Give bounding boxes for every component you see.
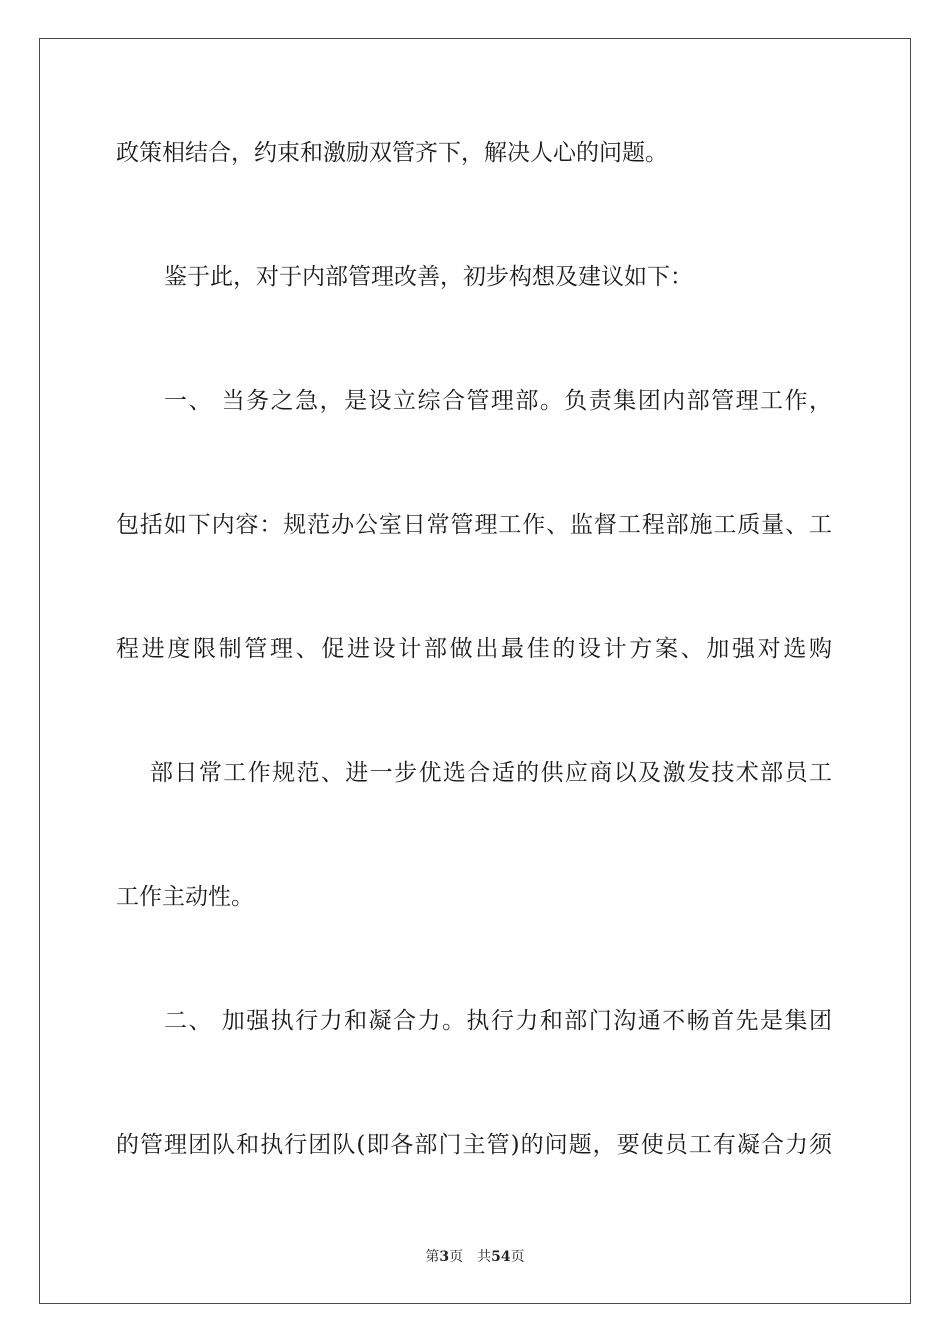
text-line-7: 工作主动性。 [116,884,254,910]
text-line-8: 二、 加强执行力和凝合力。执行力和部门沟通不畅首先是集团 [164,1008,832,1034]
page-number: 3 [439,1249,450,1265]
text-line-3: 一、 当务之急，是设立综合管理部。负责集团内部管理工作， [164,388,832,414]
total-suffix: 页 [510,1249,525,1265]
total-prefix: 共 [477,1249,492,1265]
page-footer [0,1248,950,1266]
text-line-6: 部日常工作规范、进一步优选合适的供应商以及激发技术部员工 [150,760,832,786]
page-border [39,38,911,1304]
text-line-4: 包括如下内容：规范办公室日常管理工作、监督工程部施工质量、工 [116,512,832,538]
page-prefix: 第 [425,1249,440,1265]
page-suffix: 页 [449,1249,464,1265]
text-line-5: 程进度限制管理、促进设计部做出最佳的设计方案、加强对选购 [116,636,832,662]
total-pages: 54 [491,1249,511,1265]
text-line-2: 鉴于此，对于内部管理改善，初步构想及建议如下： [164,264,693,290]
text-line-9: 的管理团队和执行团队(即各部门主管)的问题，要使员工有凝合力须 [116,1132,832,1158]
text-line-1: 政策相结合，约束和激励双管齐下，解决人心的问题。 [116,140,668,166]
